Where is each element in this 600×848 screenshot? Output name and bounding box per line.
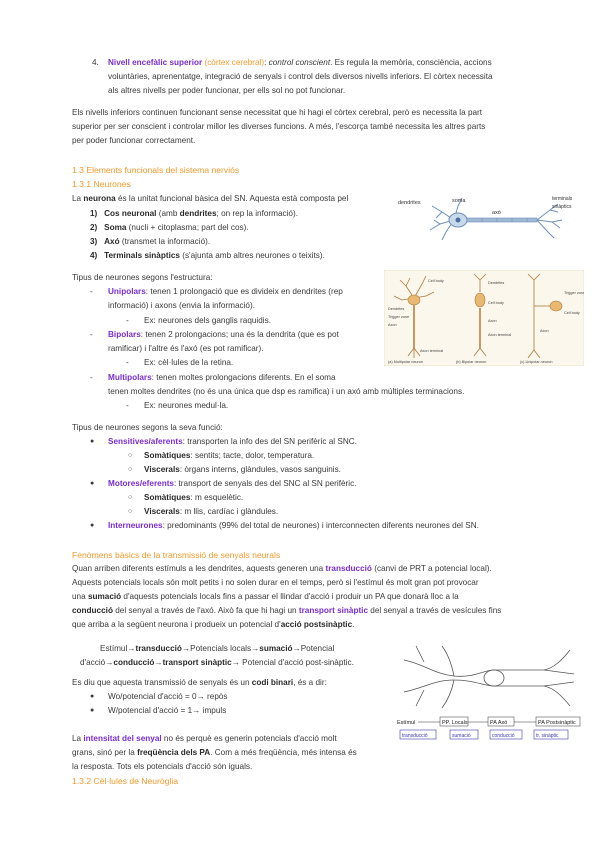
bipolars-example: Ex: cèl·lules de la retina. (144, 358, 234, 367)
part-item-2 (90, 221, 249, 235)
part-item-3 (90, 235, 210, 249)
text: : predominants (99% del total de neurones) i interconnecten diferents neurones del SN. (162, 521, 479, 530)
section-heading: 1.3 Elements funcionals del sistema nerviós (72, 165, 240, 175)
dash: - (126, 316, 129, 325)
neuron-diagram (392, 192, 582, 244)
text: La (72, 734, 84, 743)
funcio-interneurones (108, 519, 479, 533)
flow-pp-locals: PP. Locals (442, 720, 468, 726)
unipolars-example: Ex: neurones dels ganglis raquidis. (144, 316, 271, 325)
codi-binari-line (72, 676, 327, 690)
term-sumacio: sumació (87, 592, 122, 601)
nivell-superior-line2: voluntàries, aprenentatge, integració de senyals i control dels diversos nivells inferiors. El còrtex necessita (108, 72, 493, 81)
list-number: 3) (90, 237, 98, 246)
term-unipolars: Unipolars (108, 287, 146, 296)
flow-pa-axo: PA Axó (490, 720, 508, 726)
label-trigger-a: Trigger zone (388, 315, 410, 319)
circle-bullet: ○ (128, 466, 133, 473)
binari-0: Wo/potencial d'acció = 0→ repòs (108, 692, 228, 701)
para-nivells-line1: Els nivells inferiors continuen funcionant sense necessitat que hi hagi el còrtex cerebral, però es necessita la part (72, 108, 483, 117)
text: . (352, 620, 355, 629)
circle-bullet: ○ (128, 452, 133, 459)
bipolars-line2: ramificar) i l'altre és l'axó (es pot ramificar). (108, 344, 264, 353)
label-axon-b: Axon (488, 319, 497, 323)
label-cell-body-c: Cell body (564, 311, 580, 315)
term: Somàtiques (144, 451, 191, 460)
intensitat-line3: la resposta. Tots els potencials d'acció són iguals. (72, 762, 253, 771)
dash: - (90, 373, 93, 382)
intensitat-line2 (72, 746, 357, 760)
bipolars-line1 (108, 328, 339, 342)
dash: - (90, 330, 93, 339)
part-item-4 (90, 249, 325, 263)
text: La (72, 194, 84, 203)
box-tr-sinaptic: tr. sinàptic (536, 733, 559, 739)
text: → Potencial d'acció post-sinàptic. (231, 658, 354, 667)
dash: - (126, 401, 129, 410)
text: del senyal a través de l'axó. Això fa que hi hagi un (112, 606, 299, 615)
funcio-motores (108, 477, 356, 491)
bullet: ● (90, 438, 95, 445)
term-frequencia: freqüència dels PA (137, 748, 211, 757)
term: transport sinàptic (162, 658, 232, 667)
fenomens-line1 (72, 562, 492, 576)
text: una (72, 592, 88, 601)
italic-control-conscient: control conscient (268, 58, 331, 67)
text: , és a dir: (293, 678, 327, 687)
label-dendrites: dendrites (398, 200, 421, 206)
sensitives-somatiques (144, 449, 314, 463)
list-number: 4) (90, 251, 98, 260)
fenomens-line4 (72, 604, 501, 618)
label-axo: axó (492, 210, 501, 216)
text: és la unitat funcional bàsica del SN. Aquesta està composta pel (115, 194, 349, 203)
text: : m esquelètic. (190, 493, 244, 502)
label-dendrites-b: Dendrites (488, 281, 505, 285)
text: que arriba a la següent neurona i produeix un potencial d' (72, 620, 281, 629)
label-terminal-a: Axon terminal (420, 349, 444, 353)
label-axon-c: Axon (540, 329, 549, 333)
text: d'acció→ (80, 658, 114, 667)
text: : transporten la info des del SN perifèric al SNC. (182, 437, 357, 446)
list-number: 1) (90, 209, 98, 218)
colon: : (264, 58, 269, 67)
caption-multipolar: (a) Multipolar neuron (388, 360, 424, 364)
flow-estimul: Estímul (397, 720, 416, 726)
neurona-intro (72, 192, 348, 206)
unipolars-line2: informació) i axons (envia la informació). (108, 301, 255, 310)
dash: - (126, 358, 129, 367)
funcio-sensitives (108, 435, 357, 449)
estructura-title: Tipus de neurones segons l'estructura: (72, 273, 213, 282)
term-codi-binari: codi binari (251, 678, 294, 687)
circle-bullet: ○ (128, 508, 133, 515)
term: conducció (113, 658, 155, 667)
text: →Potencials locals→ (181, 644, 260, 653)
funcio-title: Tipus de neurones segons la seva funció: (72, 423, 223, 432)
term-transport-sinaptic: transport sinàptic (298, 606, 369, 615)
sensitives-viscerals (144, 463, 341, 477)
label-soma: soma (452, 198, 466, 204)
fenomens-heading: Fenòmens bàsics de la transmissió de senyals neurals (72, 550, 281, 560)
motores-viscerals (144, 505, 278, 519)
fenomens-line2: Aquests potencials locals són molt petits i no solen durar en el temps, però si l'estímul és molt gran pot provocar (72, 578, 479, 587)
neuron-types-svg (384, 270, 584, 366)
text: (amb (156, 209, 180, 218)
dash: - (90, 287, 93, 296)
term: Cos neuronal (104, 209, 157, 218)
nivell-superior-line1 (108, 56, 492, 70)
text: ; on rep la informació). (216, 209, 298, 218)
term: Viscerals (144, 507, 180, 516)
label-sinaptics: sinàptics (552, 204, 572, 210)
term: Soma (104, 223, 127, 232)
list-number: 2) (90, 223, 98, 232)
intensitat-line1 (72, 732, 337, 746)
text: (nucli + citoplasma; part del cos). (126, 223, 249, 232)
label-terminals: terminals (552, 196, 573, 202)
text: Quan arriben diferents estímuls a les dendrites, aquests generen una (72, 564, 326, 573)
term: Somàtiques (144, 493, 191, 502)
caption-unipolar: (c) Unipolar neuron (520, 360, 553, 364)
chain-line2 (80, 656, 354, 670)
caption-bipolar: (b) Bipolar neuron (456, 360, 487, 364)
term-bipolars: Bipolars (108, 330, 141, 339)
box-transduccio: transducció (402, 733, 428, 739)
transmission-svg (394, 640, 584, 742)
term-neurona: neurona (83, 194, 116, 203)
text: : m llis, cardíac i glàndules. (179, 507, 279, 516)
para-nivells-line2: superior per ser conscient i controlar millor les diverses funcions. A més, l'escorça també necessita les altres parts (72, 122, 486, 131)
term-nivell-superior: Nivell encefàlic superior (108, 58, 203, 67)
label-cell-body-b: Cell body (488, 301, 504, 305)
bullet: ● (90, 480, 95, 487)
paren-cortex: (còrtex cerebral) (204, 58, 265, 67)
text: : tenen moltes prolongacions diferents. En el soma (151, 373, 336, 382)
text: . Es regula la memòria, consciència, accions (330, 58, 492, 67)
box-conduccio: conducció (492, 733, 515, 739)
label-cell-body-a: Cell body (428, 279, 444, 283)
circle-bullet: ○ (128, 494, 133, 501)
label-trigger-c: Trigger zone (564, 291, 584, 295)
text: . Com a més freqüència, més intensa és (210, 748, 357, 757)
text: →Potencial (292, 644, 335, 653)
term-multipolars: Multipolars (108, 373, 152, 382)
text: : tenen 1 prolongació que es divideix en dendrites (rep (145, 287, 343, 296)
text: Es diu que aquesta transmissió de senyals és un (72, 678, 252, 687)
flow-pa-post: PA Postsinàptic (538, 720, 576, 726)
term-intensitat: intensitat del senyal (83, 734, 162, 743)
neuron-diagram-svg (392, 192, 582, 244)
text: : tenen 2 prolongacions; una és la dendrita (que es pot (140, 330, 339, 339)
motores-somatiques (144, 491, 243, 505)
para-nivells-line3: per poder funcionar correctament. (72, 136, 196, 145)
neuroglia-heading: 1.3.2 Cèl·lules de Neuròglia (72, 776, 179, 786)
term: sumació (259, 644, 293, 653)
transmission-diagram (394, 640, 584, 742)
fenomens-line3 (72, 590, 459, 604)
term: Axó (104, 237, 120, 246)
text: : sentits; tacte, dolor, temperatura. (190, 451, 315, 460)
text: del senyal a través de vesícules fins (368, 606, 502, 615)
subsection-heading-neurones: 1.3.1 Neurones (72, 179, 131, 189)
term: Viscerals (144, 465, 180, 474)
bullet: ● (90, 522, 95, 529)
text: : òrgans interns, glàndules, vasos sanguinis. (179, 465, 341, 474)
neuron-types-diagram (384, 270, 584, 366)
text: → (154, 658, 163, 667)
term: transducció (135, 644, 182, 653)
list-number: 4. (92, 58, 99, 67)
multipolars-line1 (108, 371, 336, 385)
text: (s'ajunta amb altres neurones o teixits). (179, 251, 325, 260)
text: (canvi de PRT a potencial local). (371, 564, 492, 573)
label-dendrites-a: Dendrites (388, 307, 405, 311)
text: : transport de senyals des del SNC al SN perifèric. (173, 479, 357, 488)
term-sensitives: Sensitives/aferents (108, 437, 183, 446)
term-transduccio: transducció (325, 564, 372, 573)
fenomens-line5 (72, 618, 354, 632)
box-sumacio: sumació (452, 733, 471, 739)
text: (transmet la informació). (119, 237, 211, 246)
text: d'aquests potencials locals fins a passar el llindar d'acció i produir un PA que donarà lloc a la (121, 592, 459, 601)
text: grans, sinó per la (72, 748, 138, 757)
term-conduccio: conducció (72, 606, 113, 615)
label-terminal-b: Axon terminal (488, 333, 512, 337)
binari-1: W/potencial d'acció = 1→ impuls (108, 706, 227, 715)
part-item-1 (90, 207, 298, 221)
term-interneurones: Interneurones (108, 521, 163, 530)
term: Terminals sinàptics (104, 251, 180, 260)
chain-line1 (100, 642, 334, 656)
nivell-superior-line3: als altres nivells per poder funcionar, per ells sol no pot funcionar. (108, 86, 346, 95)
bullet: ● (90, 707, 95, 714)
unipolars-line1 (108, 285, 343, 299)
multipolars-example: Ex: neurones medul·la. (144, 401, 229, 410)
text: no és perquè es generin potencials d'acció molt (161, 734, 337, 743)
text: Estímul→ (100, 644, 136, 653)
term-accio-postsinaptic: acció postsinàptic (280, 620, 353, 629)
term-motores: Motores/eferents (108, 479, 174, 488)
bullet: ● (90, 693, 95, 700)
multipolars-line2: tenen moltes dendrites (no és una única que dsp es ramifica) i un axó amb múltiples terminacions. (108, 387, 465, 396)
term: dendrites (179, 209, 217, 218)
label-axon-a: Axon (388, 323, 397, 327)
